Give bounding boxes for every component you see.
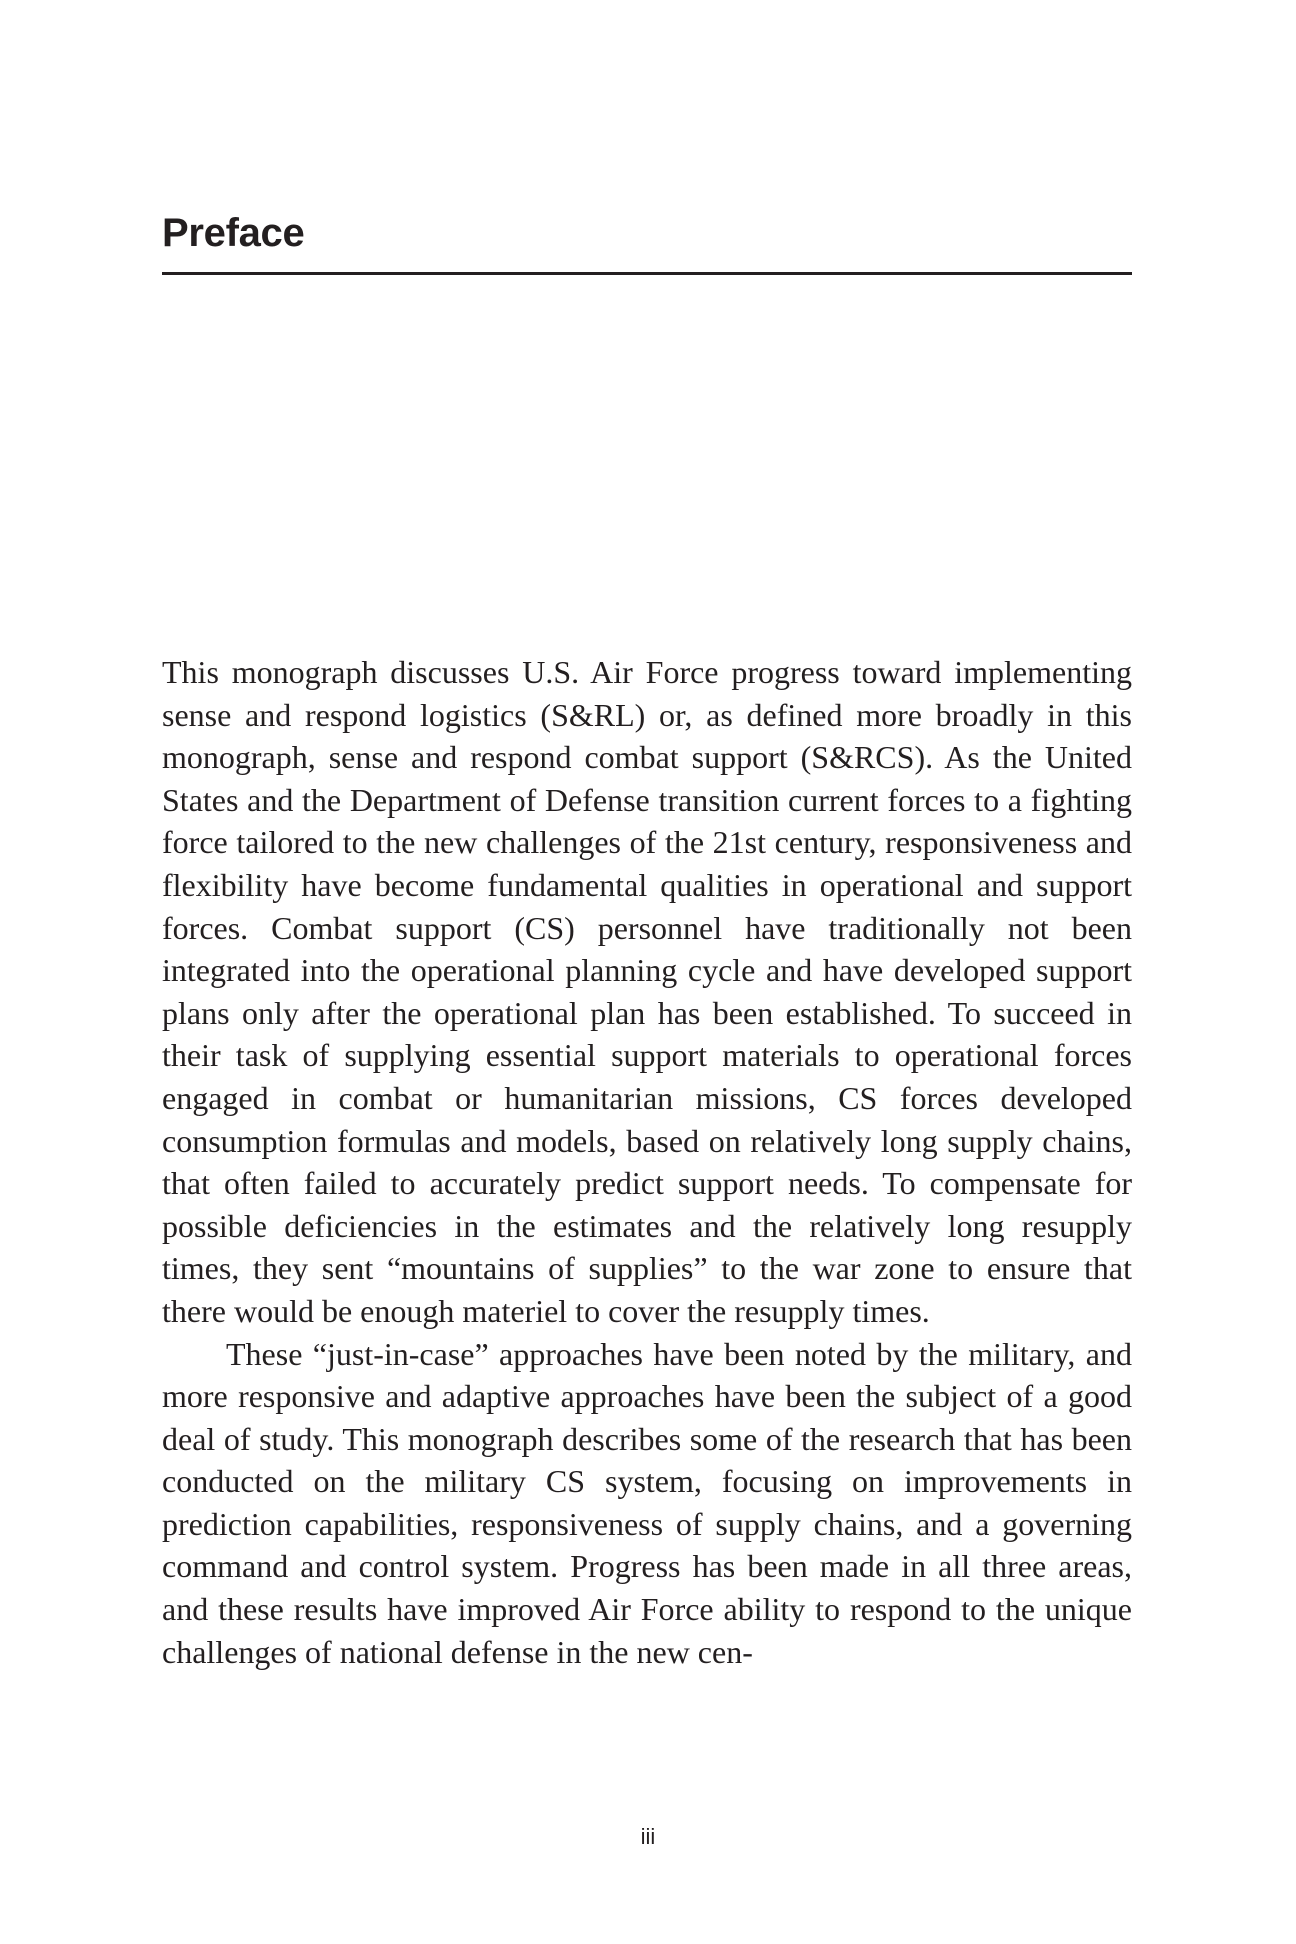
page-title: Preface bbox=[162, 211, 305, 255]
paragraph-2: These “just-in-case” approaches have been noted by the military, and more responsive and adaptive approaches have been the subject of a good deal of study. This monograph describes some of the research that has been conducted on the military CS system, focusing on improvements in prediction capabilities, responsiveness of supply chains, and a governing command and control system. Progress has been made in all three areas, and these results have improved Air Force ability to respond to the unique challenges of national defense in the new cen- bbox=[162, 1335, 1132, 1670]
page-number: iii bbox=[640, 1824, 656, 1849]
paragraph-1: This monograph discusses U.S. Air Force progress toward implementing sense and respond logistics (S&RL) or, as defined more broadly in this monograph, sense and respond combat support (S&RCS). As the United States and the Department of Defense transition current forces to a fighting force tailored to the new challenges of the 21st century, responsiveness and flexibility have become fundamental qualities in operational and support forces. Combat support (CS) personnel have traditionally not been integrated into the operational planning cycle and have developed support plans only after the operational plan has been established. To succeed in their task of supplying essential support materials to operational forces engaged in combat or humanitarian missions, CS forces developed consumption formulas and models, based on relatively long supply chains, that often failed to accurately predict support needs. To compensate for possible deficiencies in the estimates and the relatively long resupply times, they sent “mountains of supplies” to the war zone to ensure that there would be enough materiel to cover the resupply times. bbox=[162, 654, 1132, 1329]
body-text bbox=[162, 651, 1132, 1673]
title-rule bbox=[162, 272, 1132, 275]
